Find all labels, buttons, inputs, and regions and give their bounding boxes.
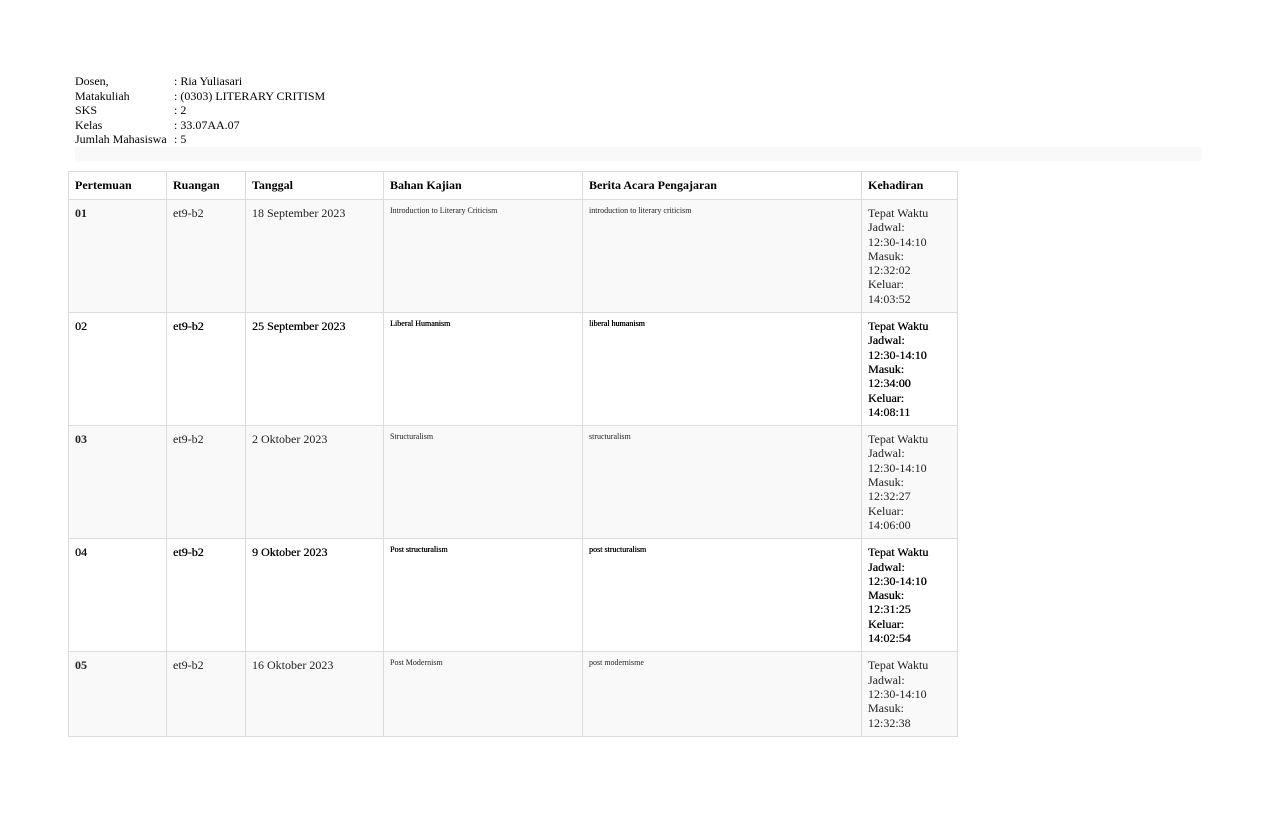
schedule-time: 12:30-14:10 [868, 347, 927, 362]
table-header-row [69, 172, 958, 200]
schedule-time: 12:30-14:10 [868, 573, 927, 588]
info-row-students [75, 132, 325, 147]
attendance-status: Tepat Waktu [868, 432, 929, 447]
topic-cell: Liberal Humanism [384, 313, 583, 426]
checkout-time: 14:02:54 [868, 631, 911, 646]
table-row [69, 426, 958, 539]
meeting-number: 04 [69, 539, 167, 652]
column-header: Berita Acara Pengajaran [583, 172, 862, 200]
meeting-number: 05 [69, 652, 167, 737]
info-row-credits [75, 103, 325, 118]
table-row [69, 200, 958, 313]
course-info [75, 74, 325, 147]
report-cell: liberal humanism [583, 313, 862, 426]
schedule-time: 12:30-14:10 [868, 686, 927, 701]
attendance-status: Tepat Waktu [868, 658, 929, 673]
info-value: : 5 [174, 132, 187, 147]
room-cell: et9-b2 [167, 652, 246, 737]
checkin-time: 12:34:00 [868, 376, 911, 391]
info-value: : 2 [174, 103, 187, 118]
checkin-time: 12:32:38 [868, 715, 911, 730]
schedule-label: Jadwal: [868, 559, 905, 574]
checkin-label: Masuk: [868, 361, 904, 376]
column-header: Pertemuan [69, 172, 167, 200]
schedule-label: Jadwal: [868, 446, 905, 461]
schedule-label: Jadwal: [868, 333, 905, 348]
info-label: SKS [75, 103, 98, 118]
info-label: Dosen, [75, 74, 109, 88]
checkout-label: Keluar: [868, 503, 904, 518]
info-row-class [75, 118, 325, 133]
info-label: Jumlah Mahasiswa [75, 132, 167, 147]
attendance-status: Tepat Waktu [868, 319, 929, 334]
table-row [69, 539, 958, 652]
column-header: Ruangan [167, 172, 246, 200]
checkin-label: Masuk: [868, 475, 904, 490]
date-cell: 18 September 2023 [246, 200, 384, 313]
meeting-number: 02 [69, 313, 167, 426]
column-header: Tanggal [246, 172, 384, 200]
meeting-number: 01 [69, 200, 167, 313]
date-cell: 16 Oktober 2023 [246, 652, 384, 737]
checkout-label: Keluar: [868, 277, 904, 292]
checkout-label: Keluar: [868, 616, 904, 631]
column-header: Kehadiran [862, 172, 958, 200]
report-cell: post structuralism [583, 539, 862, 652]
attendance-cell [862, 313, 958, 426]
info-row-course [75, 89, 325, 104]
checkin-label: Masuk: [868, 701, 904, 716]
table-row [69, 313, 958, 426]
topic-cell: Structuralism [384, 426, 583, 539]
meeting-table [68, 171, 958, 737]
attendance-cell [862, 539, 958, 652]
topic-cell: Post Modernism [384, 652, 583, 737]
topic-cell: Introduction to Literary Criticism [384, 200, 583, 313]
checkin-time: 12:31:25 [868, 602, 911, 617]
schedule-time: 12:30-14:10 [868, 234, 927, 249]
meeting-number: 03 [69, 426, 167, 539]
room-cell: et9-b2 [167, 539, 246, 652]
date-cell: 2 Oktober 2023 [246, 426, 384, 539]
schedule-label: Jadwal: [868, 220, 905, 235]
room-cell: et9-b2 [167, 313, 246, 426]
checkin-time: 12:32:02 [868, 263, 911, 278]
room-cell: et9-b2 [167, 426, 246, 539]
info-label: Kelas [75, 117, 103, 132]
attendance-status: Tepat Waktu [868, 206, 929, 220]
report-cell: post modernisme [583, 652, 862, 737]
checkout-time: 14:08:11 [868, 404, 911, 419]
attendance-cell [862, 652, 958, 737]
info-value: : 33.07AA.07 [174, 117, 240, 132]
topic-cell: Post structuralism [384, 539, 583, 652]
checkout-label: Keluar: [868, 390, 904, 405]
room-cell: et9-b2 [167, 200, 246, 313]
checkin-label: Masuk: [868, 588, 904, 603]
date-cell: 25 September 2023 [246, 313, 384, 426]
info-value: : (0303) LITERARY CRITISM [174, 88, 326, 103]
checkout-time: 14:03:52 [868, 291, 911, 306]
table-row [69, 652, 958, 737]
checkin-time: 12:32:27 [868, 489, 911, 504]
date-cell: 9 Oktober 2023 [246, 539, 384, 652]
attendance-status: Tepat Waktu [868, 545, 929, 560]
schedule-time: 12:30-14:10 [868, 460, 927, 475]
info-label: Matakuliah [75, 88, 130, 103]
attendance-cell [862, 426, 958, 539]
report-cell: structuralism [583, 426, 862, 539]
checkin-label: Masuk: [868, 248, 904, 263]
separator-bar [75, 147, 1202, 161]
checkout-time: 14:06:00 [868, 517, 911, 532]
column-header: Bahan Kajian [384, 172, 583, 200]
info-value: : Ria Yuliasari [174, 74, 243, 88]
info-row-lecturer [75, 74, 325, 89]
report-cell: introduction to literary criticism [583, 200, 862, 313]
schedule-label: Jadwal: [868, 672, 905, 687]
attendance-cell [862, 200, 958, 313]
